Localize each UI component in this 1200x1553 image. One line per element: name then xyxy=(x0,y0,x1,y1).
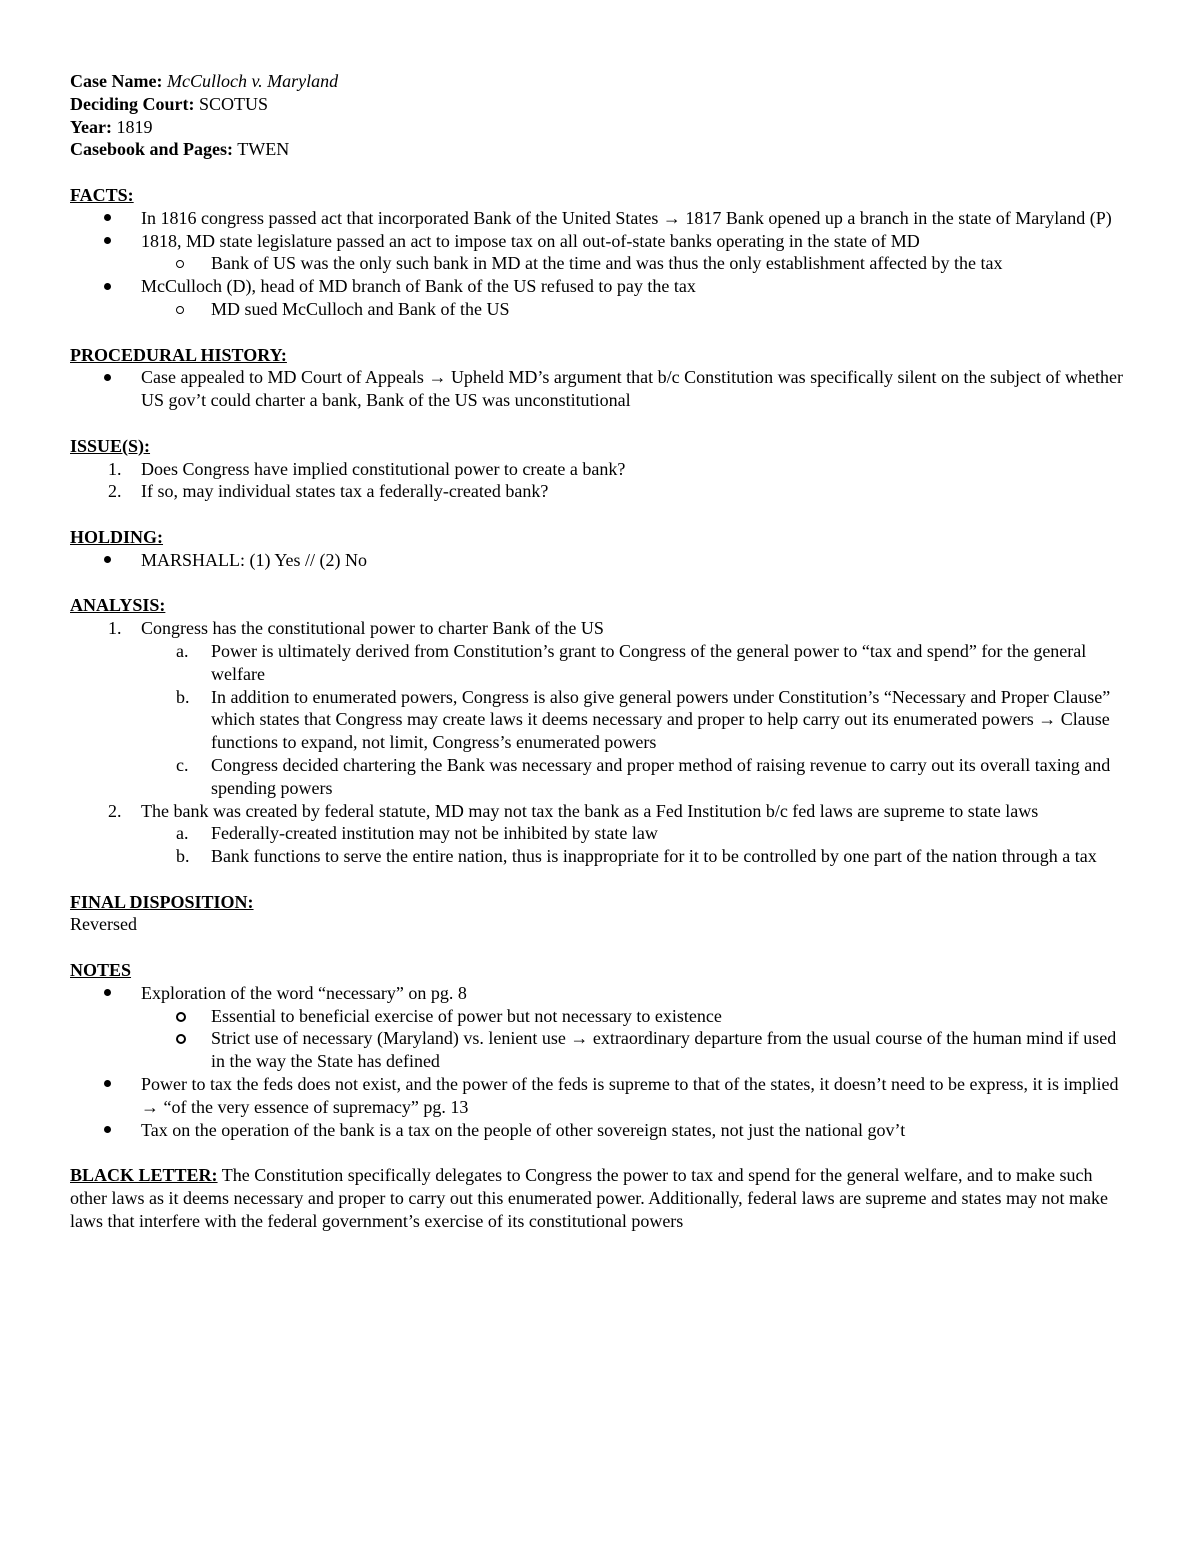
case-header xyxy=(70,70,1132,161)
case-name-value: McCulloch v. Maryland xyxy=(166,71,339,91)
year-value: 1819 xyxy=(116,116,153,137)
list-number: 2. xyxy=(108,800,122,821)
year-label: Year: xyxy=(70,116,112,137)
issues-heading: ISSUE(S): xyxy=(70,435,151,456)
list-item: 2. The bank was created by federal statute, MD may not tax the bank as a Fed Institution b/c fed laws are supreme to state laws xyxy=(108,800,1039,821)
bullet-icon xyxy=(104,982,111,1005)
sub-list-item: a. Power is ultimately derived from Constitution’s grant to Congress of the general power to “tax and spend” for the general welfare xyxy=(176,640,1087,684)
list-item: MARSHALL: (1) Yes // (2) No xyxy=(70,549,1132,572)
analysis-section xyxy=(70,594,1132,868)
facts-section xyxy=(70,184,1132,321)
document-page xyxy=(70,70,1132,1233)
sub-list-item: Essential to beneficial exercise of power but not necessary to existence xyxy=(70,1005,1132,1028)
sub-list-item: c. Congress decided chartering the Bank was necessary and proper method of raising revenue to carry out its overall taxing and spending powers xyxy=(176,754,1111,798)
list-item: Tax on the operation of the bank is a tax on the people of other sovereign states, not just the national gov’t xyxy=(70,1119,1132,1142)
bullet-icon xyxy=(104,275,111,298)
circle-bullet-icon xyxy=(176,1027,186,1050)
sub-list-item: b. Bank functions to serve the entire nation, thus is inappropriate for it to be controlled by one part of the nation through a tax xyxy=(176,846,1097,867)
procedural-heading: PROCEDURAL HISTORY: xyxy=(70,344,287,365)
issues-section xyxy=(70,435,1132,503)
sub-list-item: MD sued McCulloch and Bank of the US xyxy=(70,298,1132,321)
sub-list-item: Strict use of necessary (Maryland) vs. lenient use → extraordinary departure from the usual course of the human mind if used in the way the State has defined xyxy=(70,1027,1132,1073)
case-name-label: Case Name: xyxy=(70,71,163,91)
analysis-heading: ANALYSIS: xyxy=(70,595,166,616)
year-line xyxy=(70,116,1132,139)
casebook-line xyxy=(70,138,1132,161)
list-item: Power to tax the feds does not exist, and the power of the feds is supreme to that of the states, it doesn’t need to be express, it is implied → “of the very essence of supremacy” pg. 13 xyxy=(70,1073,1132,1119)
court-line xyxy=(70,93,1132,116)
bullet-icon xyxy=(104,1119,111,1142)
bullet-icon xyxy=(104,207,111,230)
casebook-label: Casebook and Pages: xyxy=(70,139,234,160)
holding-heading: HOLDING: xyxy=(70,526,164,547)
casebook-value: TWEN xyxy=(237,139,290,160)
list-number: 1. xyxy=(108,618,122,639)
court-value: SCOTUS xyxy=(199,93,269,114)
sub-list-item: b. In addition to enumerated powers, Congress is also give general powers under Constitution’s “Necessary and Proper Clause” which states that Congress may create laws it deems necessary and proper to help carry out its enumerated powers → Clause functions to expand, not limit, Congress’s enumerated powers xyxy=(176,686,1111,753)
sub-list-item: Bank of US was the only such bank in MD at the time and was thus the only establishment affected by the tax xyxy=(70,252,1132,275)
list-number: 2. xyxy=(108,481,122,502)
list-letter: b. xyxy=(176,846,190,867)
black-letter-text: The Constitution specifically delegates to Congress the power to tax and spend for the general welfare, and to make such other laws as it deems necessary and proper to carry out this enumerated power. Additionally, federal laws are supreme and states may not make laws that interfere with the federal government’s exercise of its constitutional powers xyxy=(70,1165,1108,1231)
procedural-section xyxy=(70,344,1132,412)
holding-section xyxy=(70,526,1132,572)
bullet-icon xyxy=(104,1073,111,1096)
court-label: Deciding Court: xyxy=(70,93,195,114)
list-item: 1. Does Congress have implied constitutional power to create a bank? xyxy=(108,458,626,479)
circle-bullet-icon xyxy=(176,1005,186,1028)
disposition-text: Reversed xyxy=(70,914,137,935)
list-item: McCulloch (D), head of MD branch of Bank of the US refused to pay the tax xyxy=(70,275,1132,298)
disposition-section xyxy=(70,891,1132,937)
bullet-icon xyxy=(104,230,111,253)
list-number: 1. xyxy=(108,458,122,479)
bullet-icon xyxy=(104,366,111,389)
list-item: 2. If so, may individual states tax a federally-created bank? xyxy=(108,481,549,502)
list-letter: a. xyxy=(176,640,189,661)
list-letter: b. xyxy=(176,686,190,707)
notes-heading: NOTES xyxy=(70,960,132,981)
circle-bullet-icon xyxy=(176,252,184,275)
black-letter-heading: BLACK LETTER: xyxy=(70,1165,218,1186)
list-item: Case appealed to MD Court of Appeals → Upheld MD’s argument that b/c Constitution was specifically silent on the subject of whether US gov’t could charter a bank, Bank of the US was unconstitutional xyxy=(70,366,1132,412)
bullet-icon xyxy=(104,549,111,572)
list-item: 1. Congress has the constitutional power to charter Bank of the US xyxy=(108,618,604,639)
circle-bullet-icon xyxy=(176,298,184,321)
list-letter: a. xyxy=(176,823,189,844)
black-letter-section xyxy=(70,1164,1132,1232)
notes-section xyxy=(70,959,1132,1141)
list-item: In 1816 congress passed act that incorporated Bank of the United States → 1817 Bank opened up a branch in the state of Maryland (P) xyxy=(70,207,1132,230)
sub-list-item: a. Federally-created institution may not be inhibited by state law xyxy=(176,823,658,844)
facts-heading: FACTS: xyxy=(70,184,134,205)
disposition-heading: FINAL DISPOSITION: xyxy=(70,891,254,912)
list-item: 1818, MD state legislature passed an act to impose tax on all out-of-state banks operating in the state of MD xyxy=(70,230,1132,253)
list-item: Exploration of the word “necessary” on pg. 8 xyxy=(70,982,1132,1005)
case-name-line xyxy=(70,70,1132,93)
list-letter: c. xyxy=(176,754,189,775)
